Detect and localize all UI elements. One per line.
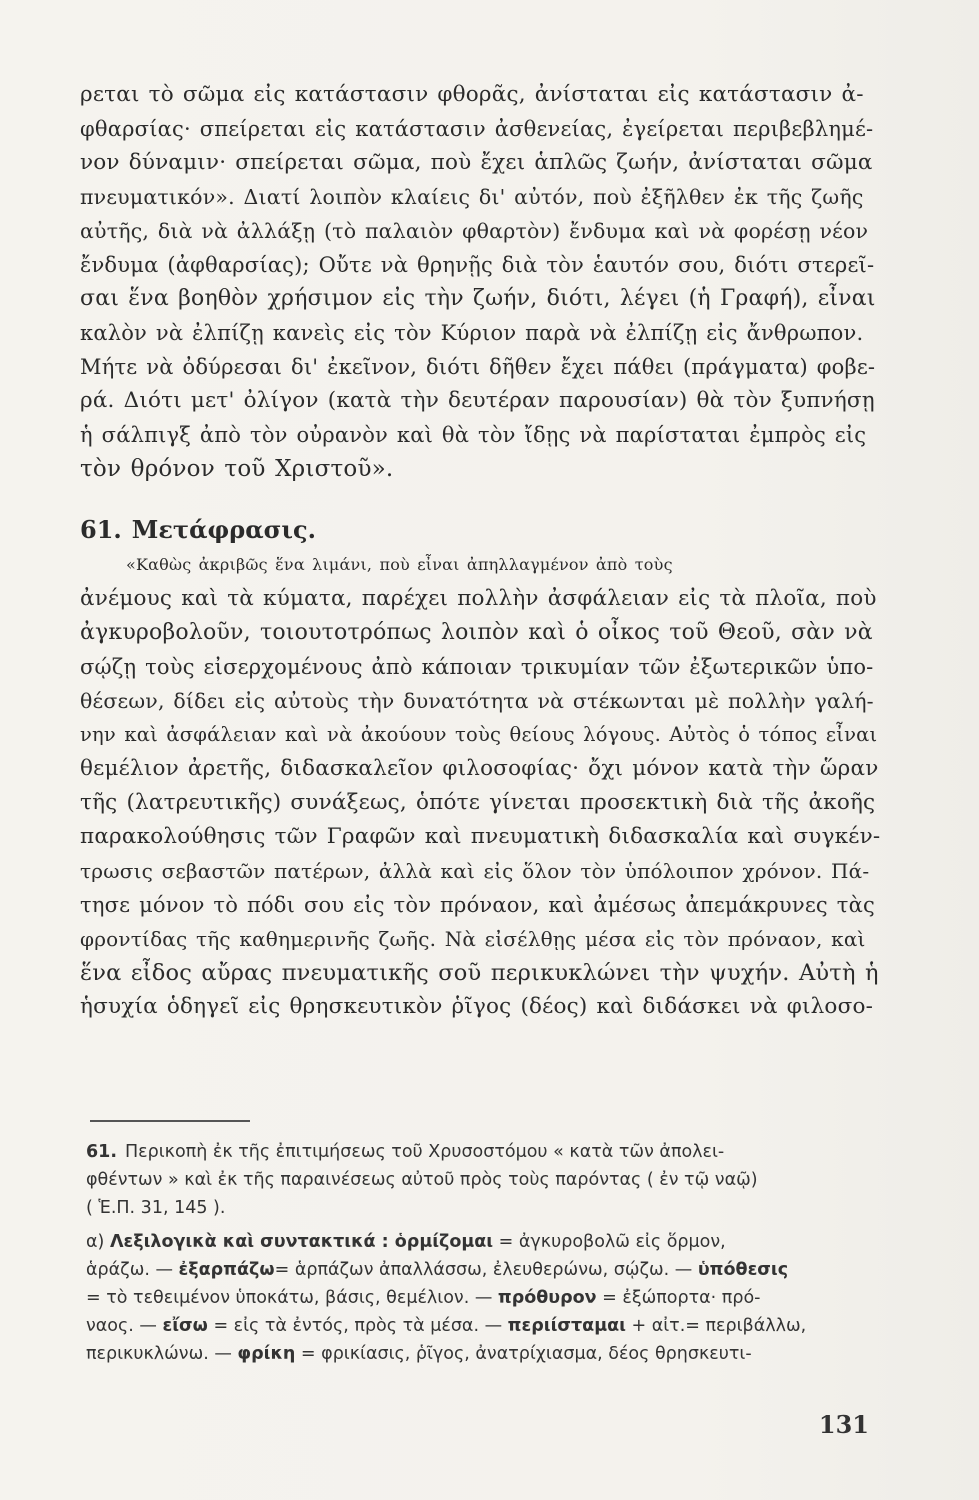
footnote-text: = τὸ τεθειμένον ὑποκάτω, βάσις, θεμέλιον. — [86,1288,498,1308]
text-line: νην καὶ ἀσφάλειαν καὶ νὰ ἀκούουν τοὺς θείους λόγους. Αὐτὸς ὁ τόπος εἶναι [80,723,878,746]
text-line: τησε μόνον τὸ πόδι σου εἰς τὸν πρόναον, καὶ ἀμέσως ἀπεμάκρυνες τὰς [80,893,875,917]
text-line: πνευματικόν». Διατί λοιπὸν κλαίεις δι' αὐτόν, ποὺ ἐξῆλθεν ἐκ τῆς ζωῆς [80,185,864,209]
footnote-text: = εἰς τὰ ἐντός, πρὸς τὰ μέσα. — [207,1316,508,1336]
text-line: «Καθὼς ἀκριβῶς ἕνα λιμάνι, ποὺ εἶναι ἀπηλλαγμένον ἀπὸ τοὺς [126,555,673,574]
footnote-term: φρίκη [237,1344,296,1364]
text-line: τῆς (λατρευτικῆς) συνάξεως, ὁπότε γίνεται προσεκτικὴ διὰ τῆς ἀκοῆς [80,790,876,815]
footnote-term: ὑπόθεσις [697,1260,789,1280]
footnote-text: ναος. — [86,1316,163,1336]
footnote-line [86,1138,876,1166]
footnote-text: = ἀγκυροβολῶ εἰς ὅρμον, [493,1232,726,1252]
text-line: ἔνδυμα (ἀφθαρσίας); Οὔτε νὰ θρηνῇς διὰ τὸν ἑαυτόν σου, διότι στερεῖ- [80,253,875,277]
paragraph-block-2 [80,548,880,1024]
footnote-text: ἁράζω. — [86,1260,179,1280]
section-number: 61. [80,515,122,544]
footnote-text: περικυκλώνω. — [86,1344,238,1364]
text-line: ρά. Διότι μετ' ὀλίγον (κατὰ τὴν δευτέραν παρουσίαν) θὰ τὸν ξυπνήσῃ [80,388,875,413]
paragraph-block-1 [80,78,880,486]
footnote-term: Λεξιλογικὰ καὶ συντακτικά : ὁρμίζομαι [109,1232,494,1252]
footnote-separator [90,1120,250,1122]
main-text [80,78,880,1024]
text-line: ἡσυχία ὁδηγεῖ εἰς θρησκευτικὸν ῥῖγος (δέος) καὶ διδάσκει νὰ φιλοσο- [80,994,874,1019]
text-line: καλὸν νὰ ἐλπίζῃ κανεὶς εἰς τὸν Κύριον παρὰ νὰ ἐλπίζῃ εἰς ἄνθρωπον. [80,321,864,345]
footnote-label: α) [86,1232,105,1252]
text-line: τρωσις σεβαστῶν πατέρων, ἀλλὰ καὶ εἰς ὅλον τὸν ὑπόλοιπον χρόνον. Πά- [80,859,870,883]
section-title: Μετάφρασις. [131,515,316,544]
text-line: ρεται τὸ σῶμα εἰς κατάστασιν φθορᾶς, ἀνίσταται εἰς κατάστασιν ἀ- [80,82,864,107]
footnote-text: = φρικίασις, ῥῖγος, ἀνατρίχιασμα, δέος θρησκευτι- [295,1344,752,1364]
footnote-line [86,1256,876,1284]
footnote-line [86,1228,876,1256]
footnote-text: = ἐξώπορτα· πρό- [596,1288,761,1308]
footnote-text: + αἰτ.= περιβάλλω, [625,1316,807,1336]
footnote-line [86,1166,876,1194]
text-line: θέσεων, δίδει εἰς αὐτοὺς τὴν δυνατότητα νὰ στέκωνται μὲ πολλὴν γαλή- [80,689,874,713]
text-line: ἕνα εἶδος αὔρας πνευματικῆς σοῦ περικυκλώνει τὴν ψυχήν. Αὐτὴ ἡ [80,960,879,986]
footnote-line [86,1284,876,1312]
footnote-text: = ἁρπάζων ἀπαλλάσσω, ἐλευθερώνω, σῴζω. — [274,1260,698,1280]
text-line: ἀγκυροβολοῦν, τοιουτοτρόπως λοιπὸν καὶ ὁ οἶκος τοῦ Θεοῦ, σὰν νὰ [80,620,873,645]
footnotes [86,1138,876,1368]
footnote-text: φθέντων » καὶ ἐκ τῆς παραινέσεως αὐτοῦ πρὸς τοὺς παρόντας ( ἐν τῷ ναῷ) [86,1170,758,1190]
text-line: φροντίδας τῆς καθημερινῆς ζωῆς. Νὰ εἰσέλθῃς μέσα εἰς τὸν πρόναον, καὶ [80,927,866,951]
section-heading [80,512,880,548]
footnote-reference: ( Ἑ.Π. 31, 145 ). [86,1198,226,1218]
text-line: παρακολούθησις τῶν Γραφῶν καὶ πνευματικὴ διδασκαλία καὶ συγκέν- [80,824,881,849]
text-line: φθαρσίας· σπείρεται εἰς κατάστασιν ἀσθενείας, ἐγείρεται περιβεβλημέ- [80,117,874,141]
footnote-line [86,1194,876,1222]
text-line: σῴζῃ τοὺς εἰσερχομένους ἀπὸ κάποιαν τρικυμίαν τῶν ἐξωτερικῶν ὑπο- [80,655,874,679]
footnote-term: περιίσταμαι [507,1316,626,1336]
text-line: νον δύναμιν· σπείρεται σῶμα, ποὺ ἔχει ἁπλῶς ζωήν, ἀνίσταται σῶμα [80,150,873,175]
text-line: Μήτε νὰ ὀδύρεσαι δι' ἐκεῖνον, διότι δῆθεν ἔχει πάθει (πράγματα) φοβε- [80,355,876,379]
text-line: σαι ἕνα βοηθὸν χρήσιμον εἰς τὴν ζωήν, διότι, λέγει (ἡ Γραφή), εἶναι [80,286,876,311]
footnote-text: Περικοπὴ ἐκ τῆς ἐπιτιμήσεως τοῦ Χρυσοστόμου « κατὰ τῶν ἀπολει- [125,1142,725,1162]
footnote-line [86,1340,876,1368]
footnote-term: ἐξαρπάζω [178,1260,275,1280]
footnote-number: 61. [86,1142,118,1162]
text-line: ἀνέμους καὶ τὰ κύματα, παρέχει πολλὴν ἀσφάλειαν εἰς τὰ πλοῖα, ποὺ [80,586,877,611]
footnote-term: εἴσω [162,1316,208,1336]
page-number: 131 [818,1410,869,1439]
footnote-line [86,1312,876,1340]
text-line: ἡ σάλπιγξ ἀπὸ τὸν οὐρανὸν καὶ θὰ τὸν ἴδῃς νὰ παρίσταται ἐμπρὸς εἰς [80,423,867,447]
text-line: θεμέλιον ἀρετῆς, διδασκαλεῖον φιλοσοφίας· ὄχι μόνον κατὰ τὴν ὥραν [80,756,879,781]
footnote-term: πρόθυρον [497,1288,597,1308]
text-line: αὐτῆς, διὰ νὰ ἀλλάξῃ (τὸ παλαιὸν φθαρτὸν) ἔνδυμα καὶ νὰ φορέσῃ νέον [80,219,869,243]
text-line: τὸν θρόνον τοῦ Χριστοῦ». [80,456,394,482]
